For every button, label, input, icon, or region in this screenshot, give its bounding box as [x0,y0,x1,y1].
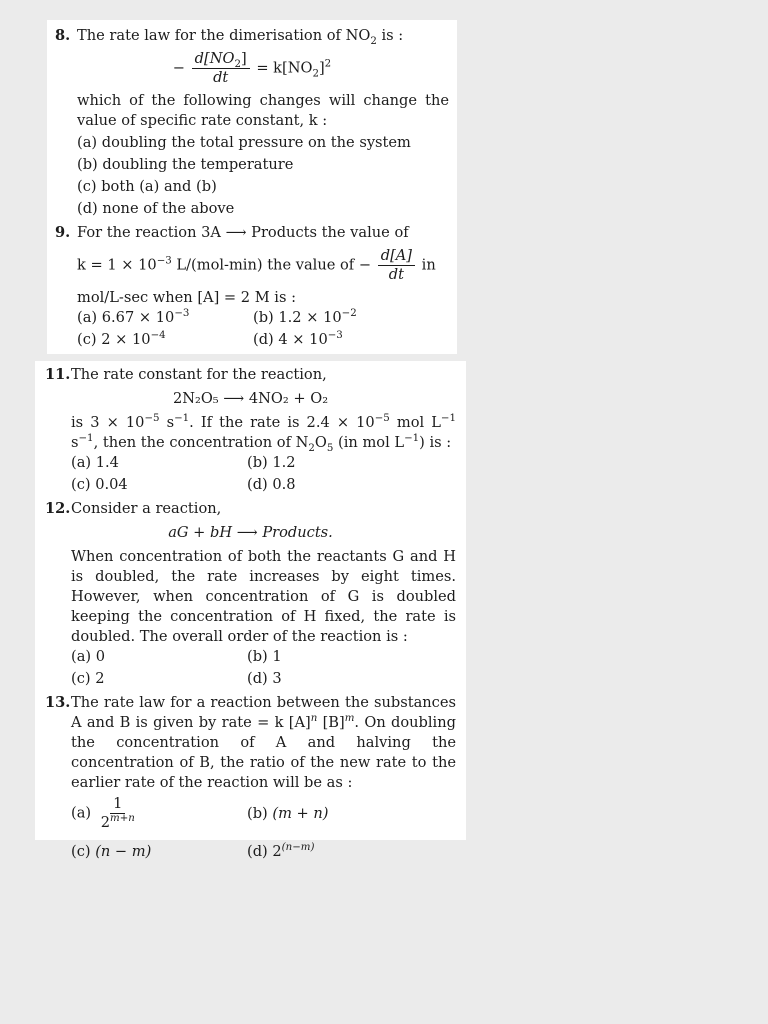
option-c[interactable]: (c) both (a) and (b) [77,178,217,195]
question-stem: Consider a reaction, [71,500,222,517]
concentration-fraction: $\frac{d[A]}{dt}$ [378,247,415,284]
question-stem: The rate constant for the reaction, [71,366,327,383]
option-a[interactable]: (a) doubling the total pressure on the system [77,134,411,151]
rate-equation: − $\frac{d[NO_2]}{dt}$ = $k[NO_2]^2$ [172,50,332,86]
options-grid [55,308,449,350]
reaction-equation: aG + bH ⟶ Products. [168,524,333,541]
question-card-2 [35,361,466,860]
option-a[interactable]: (a) 0 [71,648,106,665]
question-line-2: $k = 1 \times 10^{-3}$ L/(mol-min) the value of − $\frac{d[A]}{dt}$ in [77,247,436,283]
question-12 [45,499,456,689]
options-grid [45,795,456,862]
question-text: which of the following changes will change the value of specific rate constant, k : [77,92,449,129]
option-a-fraction: $\frac{1}{2^{m+n}}$ [100,795,135,831]
option-a[interactable]: (a) $6.67 \times 10^{-3}$ [77,308,190,326]
option-c[interactable]: (c) 0.04 [71,476,128,493]
options-list [55,133,449,219]
reaction-equation: 2N₂O₅ ⟶ 4NO₂ + O₂ [172,390,329,407]
option-d[interactable]: (d) $2^{(n-m)}$ [247,842,315,860]
option-a[interactable]: (a) $\frac{1}{2^{m+n}}$ [71,795,247,832]
question-line-3: mol/L-sec when [A] = 2 M is : [77,289,296,306]
option-b[interactable]: (b) doubling the temperature [77,156,294,173]
option-b[interactable]: (b) $1.2 \times 10^{-2}$ [253,308,357,326]
question-number: 9. [55,224,71,241]
rate-fraction: $\frac{d[NO_2]}{dt}$ [192,50,250,87]
question-number: 12. [45,500,71,517]
options-grid [45,647,456,689]
question-11 [45,365,456,495]
question-number: 11. [45,366,71,383]
options-grid [45,453,456,495]
option-d[interactable]: (d) 0.8 [247,476,296,493]
option-a[interactable]: (a) 1.4 [71,454,119,471]
option-c[interactable]: (c) $2 \times 10^{-4}$ [77,330,166,348]
question-text: The rate law for a reaction between the substances A and B is given by rate = k $[A]^n$ $[B]^m$. On doubling the concentration of A and halving the concentration of B, the ratio of the new rate to the earlier rate of the reaction will be as : [71,694,456,791]
option-b[interactable]: (b) 1.2 [247,454,296,471]
question-text: When concentration of both the reactants G and H is doubled, the rate increases by eight times. However, when concentration of G is doubled keeping the concentration of H fixed, the rate is doubled. The overall order of the reaction is : [71,548,456,645]
option-d[interactable]: (d) none of the above [77,200,235,217]
question-stem: The rate law for the dimerisation of $NO_2$ is : [77,27,404,47]
question-8 [55,26,449,219]
option-c[interactable]: (c) 2 [71,670,105,687]
option-c[interactable]: (c) (n − m) [71,843,152,860]
option-b[interactable]: (b) 1 [247,648,282,665]
question-number: 13. [45,694,71,711]
question-number: 8. [55,27,71,44]
option-d[interactable]: (d) $4 \times 10^{-3}$ [253,330,343,348]
question-9 [55,223,449,350]
question-card-1 [47,20,457,354]
question-line-1: For the reaction 3A ⟶ Products the value of [77,224,409,241]
option-d[interactable]: (d) 3 [247,670,282,687]
option-b[interactable]: (b) (m + n) [247,804,329,822]
question-text: is $3 \times 10^{-5}$ $s^{-1}$. If the rate is $2.4 \times 10^{-5}$ mol $L^{-1}$ $s^{-1}$, then the concentration of $N_2O_5$ (in mol $L^{-1}$) is : [71,413,456,454]
question-13 [45,693,456,862]
